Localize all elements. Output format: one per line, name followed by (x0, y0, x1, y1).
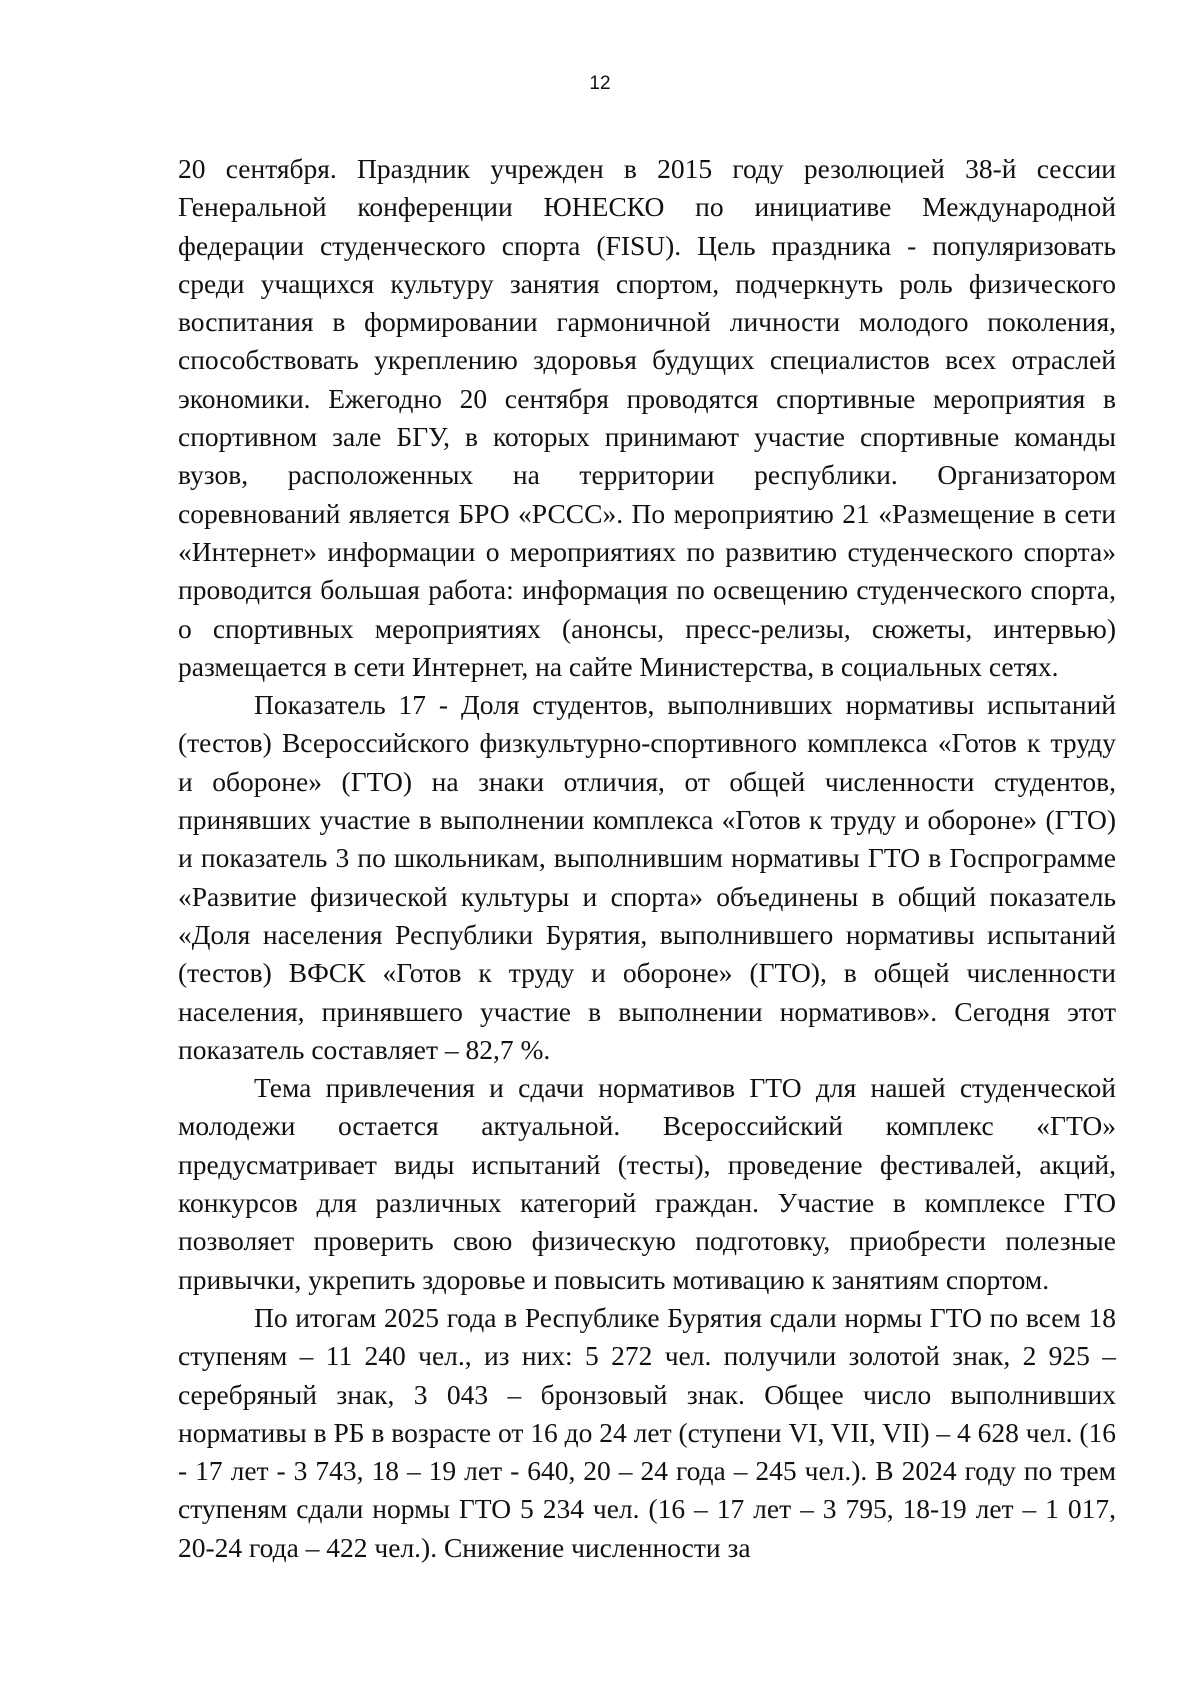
paragraph-student-sport-day: 20 сентября. Праздник учрежден в 2015 году резолюцией 38-й сессии Генеральной конференции ЮНЕСКО по инициативе Международной федерации студенческого спорта (FISU). Цель праздника - популяризовать среди учащихся культуру занятия спортом, подчеркнуть роль физического воспитания в формировании гармоничной личности молодого поколения, способствовать укреплению здоровья будущих специалистов всех отраслей экономики. Ежегодно 20 сентября проводятся спортивные мероприятия в спортивном зале БГУ, в которых принимают участие спортивные команды вузов, расположенных на территории республики. Организатором соревнований является БРО «РССС». По мероприятию 21 «Размещение в сети «Интернет» информации о мероприятиях по развитию студенческого спорта» проводится большая работа: информация по освещению студенческого спорта, о спортивных мероприятиях (анонсы, пресс-релизы, сюжеты, интервью) размещается в сети Интернет, на сайте Министерства, в социальных сетях. (178, 153, 1116, 682)
paragraph-gto-relevance: Тема привлечения и сдачи нормативов ГТО для нашей студенческой молодежи остается актуальной. Всероссийский комплекс «ГТО» предусматривает виды испытаний (тесты), проведение фестивалей, акций, конкурсов для различных категорий граждан. Участие в комплексе ГТО позволяет проверить свою физическую подготовку, приобрести полезные привычки, укрепить здоровье и повысить мотивацию к занятиям спортом. (178, 1072, 1116, 1295)
body-text (178, 150, 1116, 1567)
page-number: 12 (589, 73, 611, 94)
paragraph-indicator-17: Показатель 17 - Доля студентов, выполнивших нормативы испытаний (тестов) Всероссийского физкультурно-спортивного комплекса «Готов к труду и обороне» (ГТО) на знаки отличия, от общей численности студентов, принявших участие в выполнении комплекса «Готов к труду и обороне» (ГТО) и показатель 3 по школьникам, выполнившим нормативы ГТО в Госпрограмме «Развитие физической культуры и спорта» объединены в общий показатель «Доля населения Республики Бурятия, выполнившего нормативы испытаний (тестов) ВФСК «Готов к труду и обороне» (ГТО), в общей численности населения, принявшего участие в выполнении нормативов». Сегодня этот показатель составляет – 82,7 %. (178, 689, 1116, 1065)
paragraph-2025-results: По итогам 2025 года в Республике Бурятия сдали нормы ГТО по всем 18 ступеням – 11 240 чел., из них: 5 272 чел. получили золотой знак, 2 925 – серебряный знак, 3 043 – бронзовый знак. Общее число выполнивших нормативы в РБ в возрасте от 16 до 24 лет (ступени VI, VII, VII) – 4 628 чел. (16 - 17 лет - 3 743, 18 – 19 лет - 640, 20 – 24 года – 245 чел.). В 2024 году по трем ступеням сдали нормы ГТО 5 234 чел. (16 – 17 лет – 3 795, 18-19 лет – 1 017, 20-24 года – 422 чел.). Снижение численности за (178, 1301, 1116, 1563)
